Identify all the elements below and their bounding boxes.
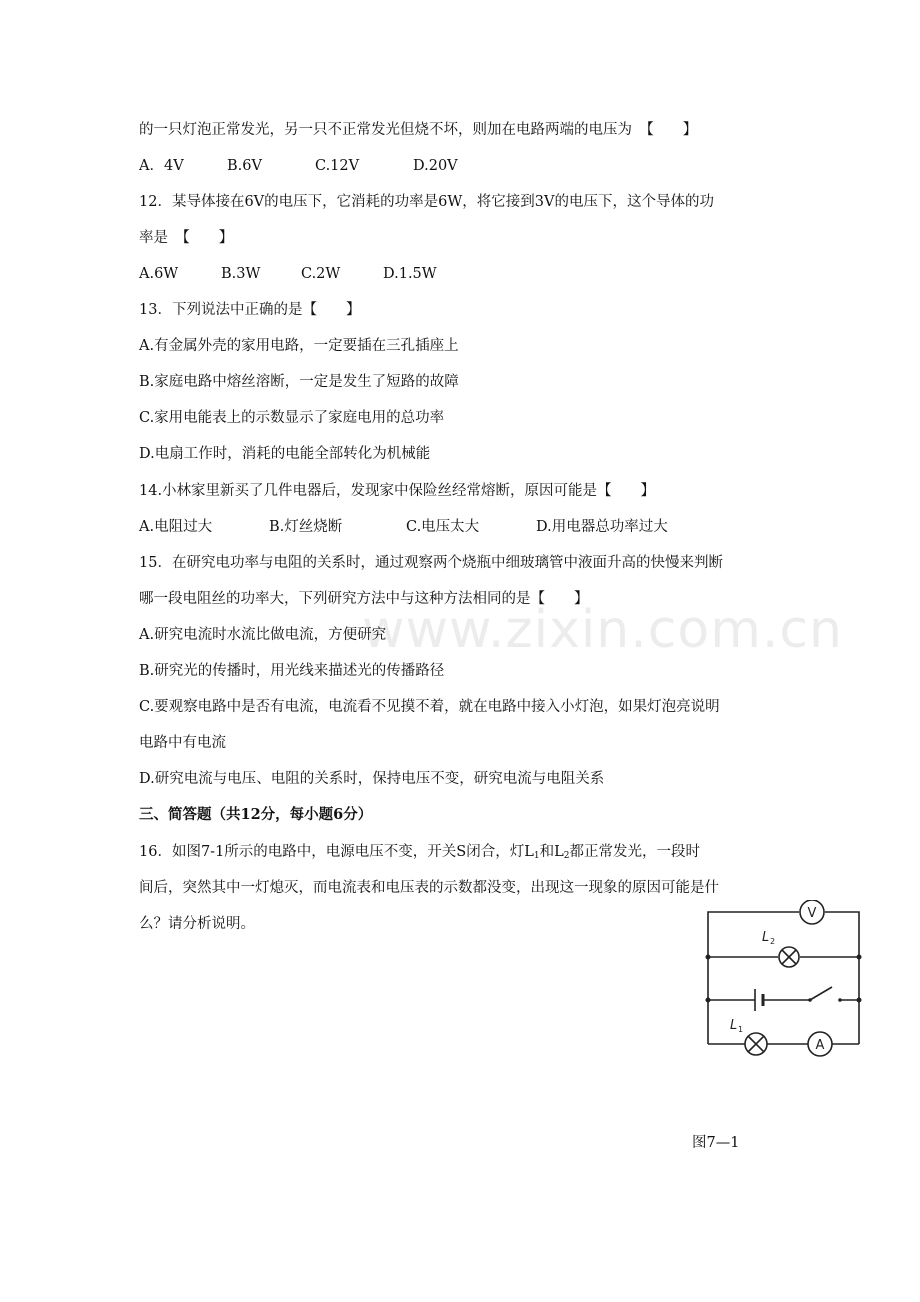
voltmeter-label: V	[807, 906, 817, 921]
lamp-l1-label: L	[730, 1018, 738, 1033]
junction-dot	[857, 998, 862, 1003]
section-heading: 三、简答题（共12分，每小题6分）	[139, 806, 373, 823]
q16-line1-pre: 16．如图7-1所示的电路中，电源电压不变，开关S闭合，灯L	[139, 844, 534, 860]
q14-option-b: B.灯丝烧断	[269, 519, 343, 535]
q16-line1	[139, 842, 700, 866]
figure-caption: 图7—1	[692, 1135, 740, 1151]
switch-contact	[838, 998, 842, 1002]
wire-voltmeter-left	[708, 912, 799, 957]
q15-option-c-line1: C.要观察电路中是否有电流，电流看不见摸不着，就在电路中接入小灯泡，如果灯泡亮说明	[139, 699, 720, 715]
wire-voltmeter-right	[825, 912, 859, 957]
junction-dot	[706, 998, 711, 1003]
q14-option-a: A.电阻过大	[139, 519, 213, 535]
q12-option-c: C.2W	[301, 266, 341, 282]
q14-option-d: D.用电器总功率过大	[536, 519, 668, 535]
q12-option-b: B.3W	[221, 266, 261, 282]
q15-option-c-line2: 电路中有电流	[139, 735, 226, 751]
q15-option-d: D.研究电流与电压、电阻的关系时，保持电压不变，研究电流与电阻关系	[139, 771, 605, 787]
watermark: www.zixin.com.cn	[362, 600, 843, 660]
q15-option-a: A.研究电流时水流比做电流，方便研究	[139, 627, 387, 643]
q13-option-c: C.家用电能表上的示数显示了家庭电用的总功率	[139, 410, 445, 426]
q15-line2: 哪一段电阻丝的功率大，下列研究方法中与这种方法相同的是【 】	[139, 591, 589, 607]
q12-option-a: A.6W	[139, 266, 179, 282]
junction-dot	[706, 955, 711, 960]
q13-option-b: B.家庭电路中熔丝溶断，一定是发生了短路的故障	[139, 374, 459, 390]
q11-option-c: C.12V	[315, 158, 360, 174]
q11-option-a: A．4V	[139, 158, 184, 174]
q16-line3: 么？请分析说明。	[139, 916, 255, 932]
q12-line2: 率是 【 】	[139, 230, 234, 246]
ammeter-label: A	[815, 1038, 825, 1053]
q12-line1: 12．某导体接在6V的电压下，它消耗的功率是6W，将它接到3V的电压下，这个导体的功	[139, 194, 714, 210]
q15-option-b: B.研究光的传播时，用光线来描述光的传播路径	[139, 663, 445, 679]
junction-dot	[857, 955, 862, 960]
circuit-diagram	[700, 900, 870, 1060]
lamp-l1-label-sub: 1	[738, 1025, 744, 1034]
lamp-l2-label: L	[762, 930, 770, 945]
q14-stem: 14.小林家里新买了几件电器后，发现家中保险丝经常熔断，原因可能是【 】	[139, 483, 656, 499]
q11-option-d: D.20V	[413, 158, 458, 174]
q12-option-d: D.1.5W	[383, 266, 437, 282]
q12-options	[139, 264, 437, 284]
q16-l2-sub: 2	[563, 851, 570, 861]
q16-line1-mid: 和L	[539, 844, 564, 860]
switch-pivot	[808, 998, 812, 1002]
q14-options	[139, 517, 668, 537]
q15-line1: 15．在研究电功率与电阻的关系时，通过观察两个烧瓶中细玻璃管中液面升高的快慢来判断	[139, 555, 723, 571]
q11-option-b: B.6V	[227, 158, 262, 174]
q14-option-c: C.电压太大	[406, 519, 480, 535]
q16-l1-sub: 1	[533, 851, 540, 861]
q13-option-a: A.有金属外壳的家用电路，一定要插在三孔插座上	[139, 338, 459, 354]
switch-blade	[810, 987, 832, 1000]
q13-option-d: D.电扇工作时，消耗的电能全部转化为机械能	[139, 446, 431, 462]
q11-options	[139, 156, 458, 176]
lamp-l2-label-sub: 2	[770, 937, 776, 946]
q13-stem: 13．下列说法中正确的是【 】	[139, 302, 361, 318]
q16-line2: 间后，突然其中一灯熄灭，而电流表和电压表的示数都没变，出现这一现象的原因可能是什	[139, 880, 719, 896]
q16-line1-post: 都正常发光，一段时	[569, 844, 700, 860]
q11-line1: 的一只灯泡正常发光，另一只不正常发光但烧不坏，则加在电路两端的电压为 【 】	[139, 122, 698, 138]
